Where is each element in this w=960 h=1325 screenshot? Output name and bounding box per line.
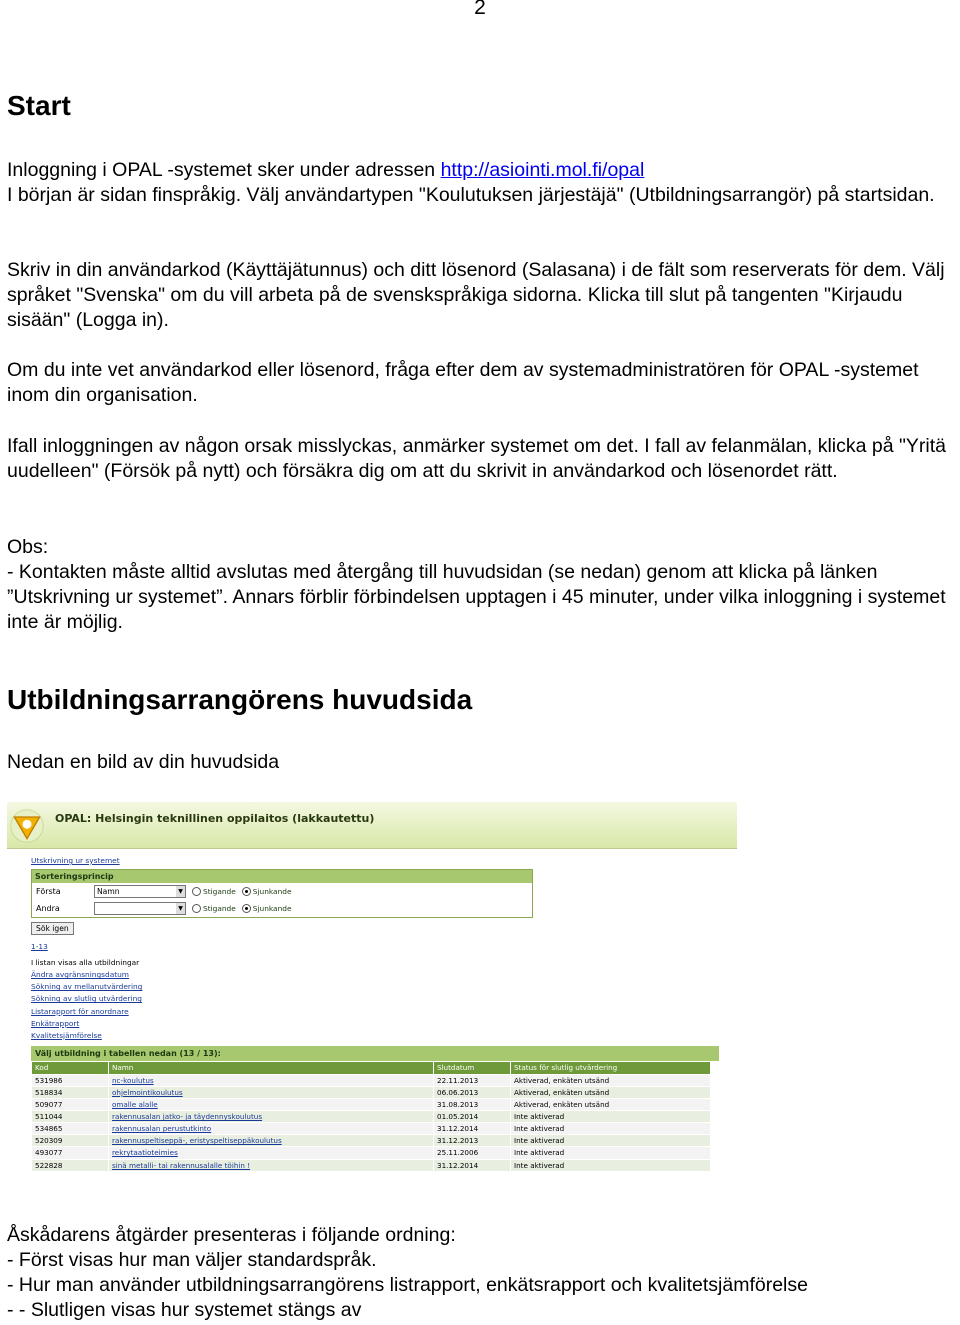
- ascending-label: Stigande: [203, 904, 236, 914]
- cell-code: 520309: [32, 1135, 109, 1147]
- first-label: Första: [36, 887, 61, 897]
- midterm-search-link[interactable]: Sökning av mellanutvärdering: [31, 982, 143, 992]
- cell-end-date: 31.12.2014: [434, 1159, 511, 1171]
- page-number: 2: [474, 0, 486, 19]
- cell-status: Inte aktiverad: [511, 1147, 711, 1159]
- ascending-radio-second[interactable]: [192, 904, 201, 913]
- heading-start: Start: [7, 90, 71, 121]
- cell-code: 518834: [32, 1086, 109, 1098]
- cell-status: Inte aktiverad: [511, 1135, 711, 1147]
- opal-logo-icon: [9, 808, 45, 844]
- cell-code: 511044: [32, 1111, 109, 1123]
- table-row[interactable]: [32, 1123, 711, 1135]
- descending-radio-first[interactable]: [242, 887, 251, 896]
- cell-status: Inte aktiverad: [511, 1111, 711, 1123]
- heading-main-page: Utbildningsarrangörens huvudsida: [7, 684, 473, 715]
- intro-line1: Inloggning i OPAL -systemet sker under adressen: [7, 159, 441, 181]
- cell-name-link[interactable]: rakennuspeltiseppä-, eristyspeltiseppäkoulutus: [109, 1135, 434, 1147]
- table-title: Välj utbildning i tabellen nedan (13 / 13):: [31, 1046, 719, 1061]
- col-status: Status för slutlig utvärdering: [511, 1061, 711, 1074]
- descending-radio-second[interactable]: [242, 904, 251, 913]
- cell-end-date: 22.11.2013: [434, 1074, 511, 1086]
- forgot-paragraph: Om du inte vet användarkod eller lösenord, fråga efter dem av systemadministratören för OPAL -systemet inom din organisation.: [7, 359, 919, 406]
- intro-line2: I början är sidan finspråkig. Välj användartypen "Koulutuksen järjestäjä" (Utbildningsarrangör) på startsidan.: [7, 184, 935, 206]
- second-sort-select[interactable]: [94, 902, 186, 915]
- cell-end-date: 06.06.2013: [434, 1086, 511, 1098]
- table-row[interactable]: [32, 1086, 711, 1098]
- cell-end-date: 25.11.2006: [434, 1147, 511, 1159]
- sort-second-row: [32, 900, 532, 917]
- obs-text: - Kontakten måste alltid avslutas med återgång till huvudsidan (se nedan) genom att klicka på länken ”Utskrivning ur systemet”. Annars förblir förbindelsen upptagen i 45 minuter, under vilka inloggning i systemet inte är möjlig.: [7, 561, 946, 633]
- opal-screenshot: [7, 802, 737, 1196]
- sort-first-row: [32, 883, 532, 900]
- cell-name-link[interactable]: ohjelmointikoulutus: [109, 1086, 434, 1098]
- fail-paragraph: Ifall inloggningen av någon orsak misslyckas, anmärker systemet om det. I fall av felanmälan, klicka på "Yritä uudelleen" (Försök på nytt) och försäkra dig om att du skrivit in användarkod och lösenordet rätt.: [7, 435, 947, 482]
- cell-code: 531986: [32, 1074, 109, 1086]
- cell-end-date: 31.08.2013: [434, 1099, 511, 1111]
- table-header-row: [32, 1061, 711, 1074]
- first-sort-value: Namn: [97, 887, 120, 897]
- descending-label: Sjunkande: [252, 887, 292, 897]
- cell-status: Aktiverad, enkäten utsänd: [511, 1099, 711, 1111]
- chevron-down-icon: ▼: [176, 886, 185, 897]
- descending-label: Sjunkande: [252, 904, 292, 914]
- order-item: - Hur man använder utbildningsarrangörens listrapport, enkätsrapport och kvalitetsjämförelse: [7, 1274, 808, 1296]
- table-row[interactable]: [32, 1099, 711, 1111]
- cell-name-link[interactable]: sinä metalli- tai rakennusalalle töihin !: [109, 1159, 434, 1171]
- cell-code: 509077: [32, 1099, 109, 1111]
- order-paragraph: [7, 1223, 959, 1323]
- obs-paragraph: [7, 535, 959, 635]
- table-row[interactable]: [32, 1074, 711, 1086]
- list-report-link[interactable]: Listarapport för anordnare: [31, 1006, 129, 1016]
- cell-name-link[interactable]: rekrytaatioteimies: [109, 1147, 434, 1159]
- cell-name-link[interactable]: rakennusalan jatko- ja täydennyskoulutus: [109, 1111, 434, 1123]
- table-row[interactable]: [32, 1159, 711, 1171]
- cell-name-link[interactable]: omalle alalle: [109, 1099, 434, 1111]
- order-item: - - Slutligen visas hur systemet stängs av: [7, 1299, 362, 1321]
- opal-header: [7, 802, 737, 849]
- order-intro: Åskådarens åtgärder presenteras i följande ordning:: [7, 1224, 456, 1246]
- cell-code: 522828: [32, 1159, 109, 1171]
- cell-name-link[interactable]: nc-koulutus: [109, 1074, 434, 1086]
- cell-status: Inte aktiverad: [511, 1159, 711, 1171]
- order-item: - Först visas hur man väljer standardspråk.: [7, 1249, 377, 1271]
- quality-comparison-link[interactable]: Kvalitetsjämförelse: [31, 1030, 102, 1040]
- ascending-label: Stigande: [203, 887, 236, 897]
- table-row[interactable]: [32, 1135, 711, 1147]
- table-row[interactable]: [32, 1147, 711, 1159]
- col-name: Namn: [109, 1061, 434, 1074]
- opal-url-link[interactable]: http://asiointi.mol.fi/opal: [440, 159, 645, 181]
- col-code: Kod: [32, 1061, 109, 1074]
- opal-title: OPAL: Helsingin teknillinen oppilaitos (lakkautettu): [55, 812, 375, 825]
- cell-code: 534865: [32, 1123, 109, 1135]
- action-links: [31, 957, 713, 1042]
- logout-link[interactable]: Utskrivning ur systemet: [31, 856, 120, 865]
- training-table: [31, 1061, 711, 1172]
- cell-status: Aktiverad, enkäten utsänd: [511, 1086, 711, 1098]
- cell-name-link[interactable]: rakennusalan perustutkinto: [109, 1123, 434, 1135]
- table-row[interactable]: [32, 1111, 711, 1123]
- login-paragraph: Skriv in din användarkod (Käyttäjätunnus) och ditt lösenord (Salasana) i de fält som reserverats för dem. Välj språket "Svenska" om du vill arbeta på de svenskspråkiga sidorna. Klicka till slut på tangenten "Kirjaudu sisään" (Logga in).: [7, 259, 945, 331]
- cell-status: Inte aktiverad: [511, 1123, 711, 1135]
- final-search-link[interactable]: Sökning av slutlig utvärdering: [31, 994, 142, 1004]
- search-again-button[interactable]: Sök igen: [31, 922, 74, 935]
- intro-paragraph: [7, 158, 959, 208]
- second-label: Andra: [36, 904, 60, 914]
- cell-code: 493077: [32, 1147, 109, 1159]
- cell-end-date: 31.12.2013: [434, 1135, 511, 1147]
- list-all-text: I listan visas alla utbildningar: [31, 958, 140, 968]
- cell-end-date: 01.05.2014: [434, 1111, 511, 1123]
- ascending-radio-first[interactable]: [192, 887, 201, 896]
- col-end-date: Slutdatum: [434, 1061, 511, 1074]
- survey-report-link[interactable]: Enkätrapport: [31, 1018, 80, 1028]
- cell-status: Aktiverad, enkäten utsänd: [511, 1074, 711, 1086]
- sort-panel: [31, 869, 533, 918]
- change-date-link[interactable]: Ändra avgränsningsdatum: [31, 970, 130, 980]
- cell-end-date: 31.12.2014: [434, 1123, 511, 1135]
- first-sort-select[interactable]: [94, 885, 186, 898]
- sort-heading: Sorteringsprincip: [32, 870, 532, 883]
- caption: Nedan en bild av din huvudsida: [7, 751, 280, 773]
- obs-label: Obs:: [7, 536, 49, 558]
- chevron-down-icon: ▼: [176, 903, 185, 914]
- pager-link[interactable]: 1-13: [31, 942, 48, 952]
